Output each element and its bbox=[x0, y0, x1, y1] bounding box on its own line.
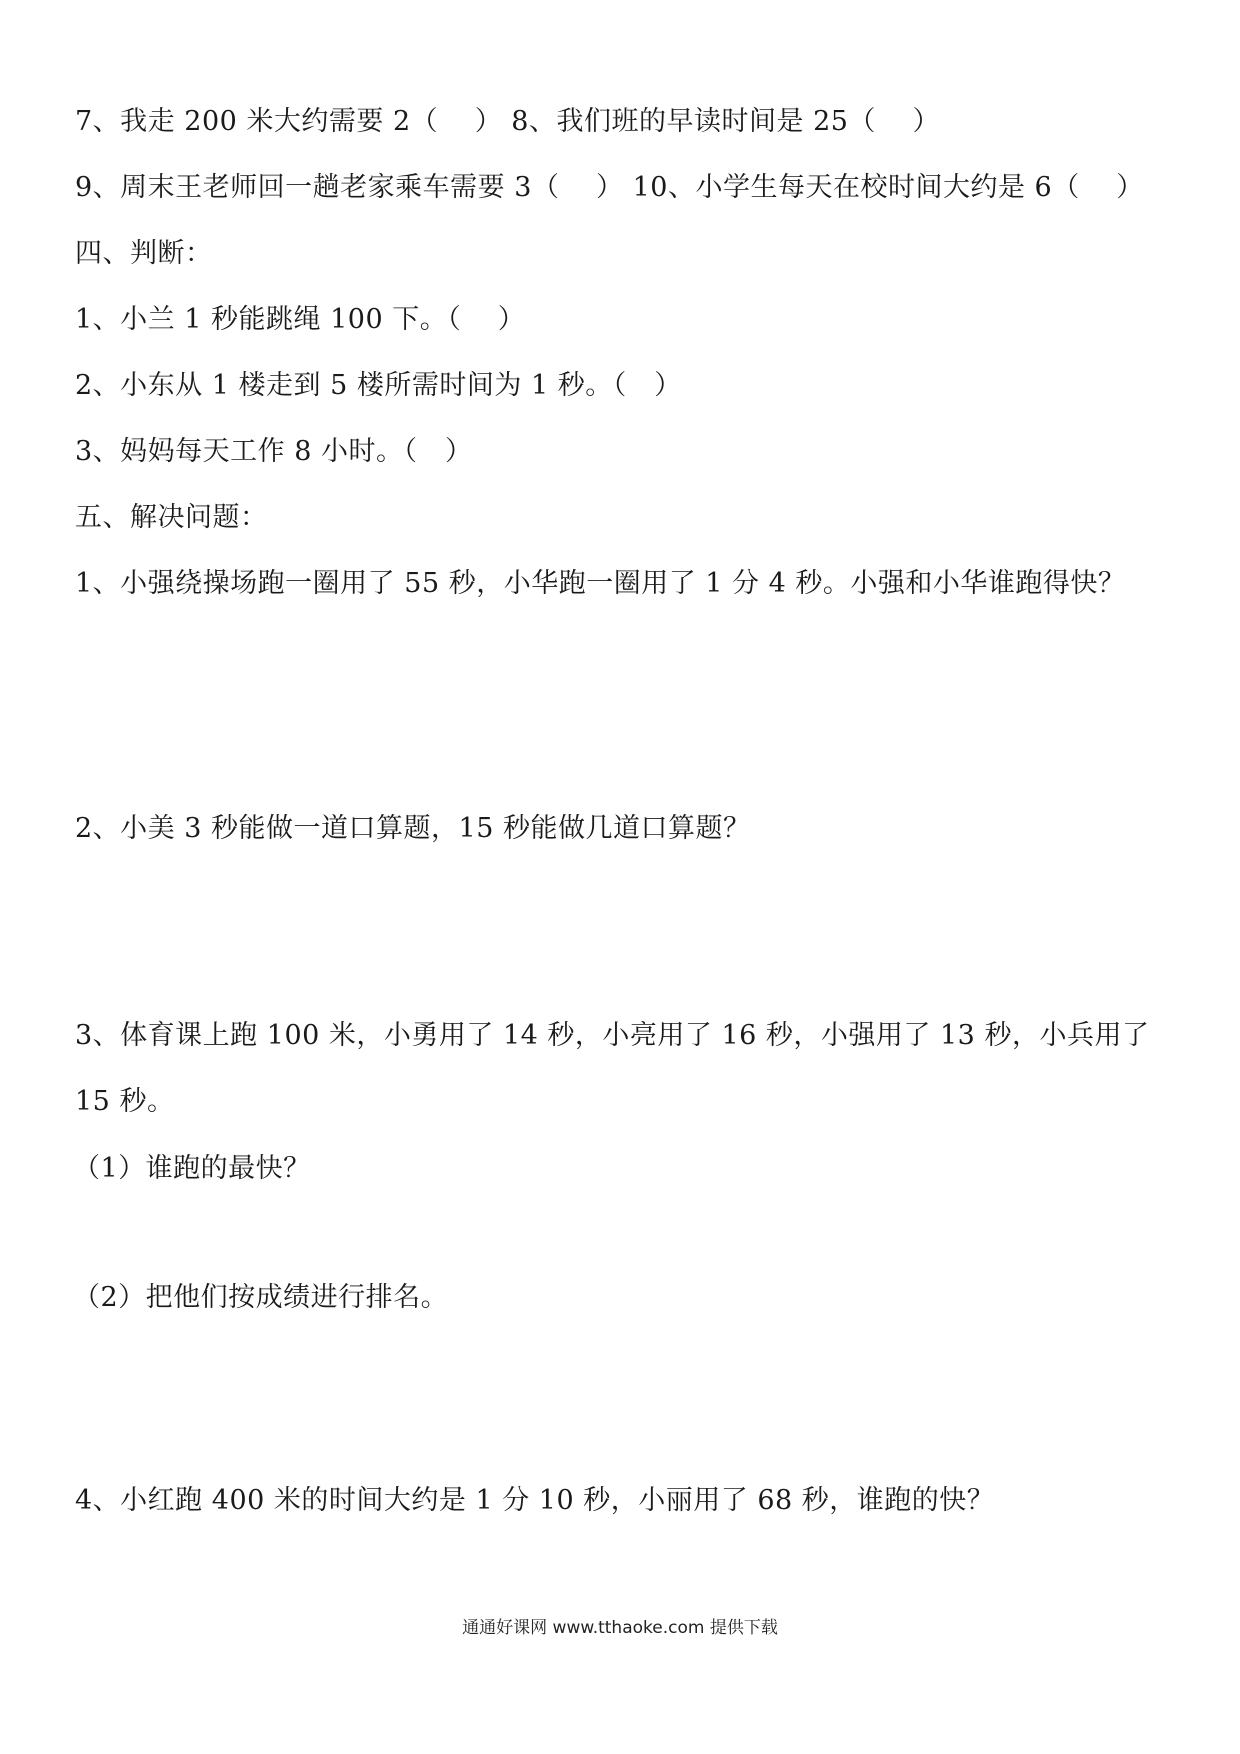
problem-1: 1、小强绕操场跑一圈用了 55 秒，小华跑一圈用了 1 分 4 秒。小强和小华谁跑得快？ bbox=[75, 568, 1126, 599]
problem-2: 2、小美 3 秒能做一道口算题，15 秒能做几道口算题？ bbox=[75, 813, 751, 844]
fill-blank-row-9-10: 9、周末王老师回一趟老家乘车需要 3（ ） 10、小学生每天在校时间大约是 6（ ） bbox=[75, 172, 1144, 203]
problem-3-sub-2: （2）把他们按成绩进行排名。 bbox=[73, 1282, 449, 1313]
problem-3-line-2: 15 秒。 bbox=[75, 1086, 175, 1117]
judge-item-3: 3、妈妈每天工作 8 小时。（ ） bbox=[75, 436, 473, 467]
judge-item-2: 2、小东从 1 楼走到 5 楼所需时间为 1 秒。（ ） bbox=[75, 370, 682, 401]
fill-blank-row-7-8: 7、我走 200 米大约需要 2（ ） 8、我们班的早读时间是 25（ ） bbox=[75, 106, 941, 137]
judge-item-1: 1、小兰 1 秒能跳绳 100 下。（ ） bbox=[75, 304, 526, 335]
section-judge-heading: 四、判断： bbox=[75, 238, 213, 269]
problem-4: 4、小红跑 400 米的时间大约是 1 分 10 秒，小丽用了 68 秒，谁跑的快？ bbox=[75, 1485, 995, 1516]
footer-source-note: 通通好课网 www.tthaoke.com 提供下载 bbox=[462, 1618, 778, 1638]
problem-3-sub-1: （1）谁跑的最快？ bbox=[73, 1153, 311, 1184]
section-problems-heading: 五、解决问题： bbox=[75, 502, 268, 533]
problem-3-line-1: 3、体育课上跑 100 米，小勇用了 14 秒，小亮用了 16 秒，小强用了 13 秒，小兵用了 bbox=[75, 1020, 1150, 1051]
